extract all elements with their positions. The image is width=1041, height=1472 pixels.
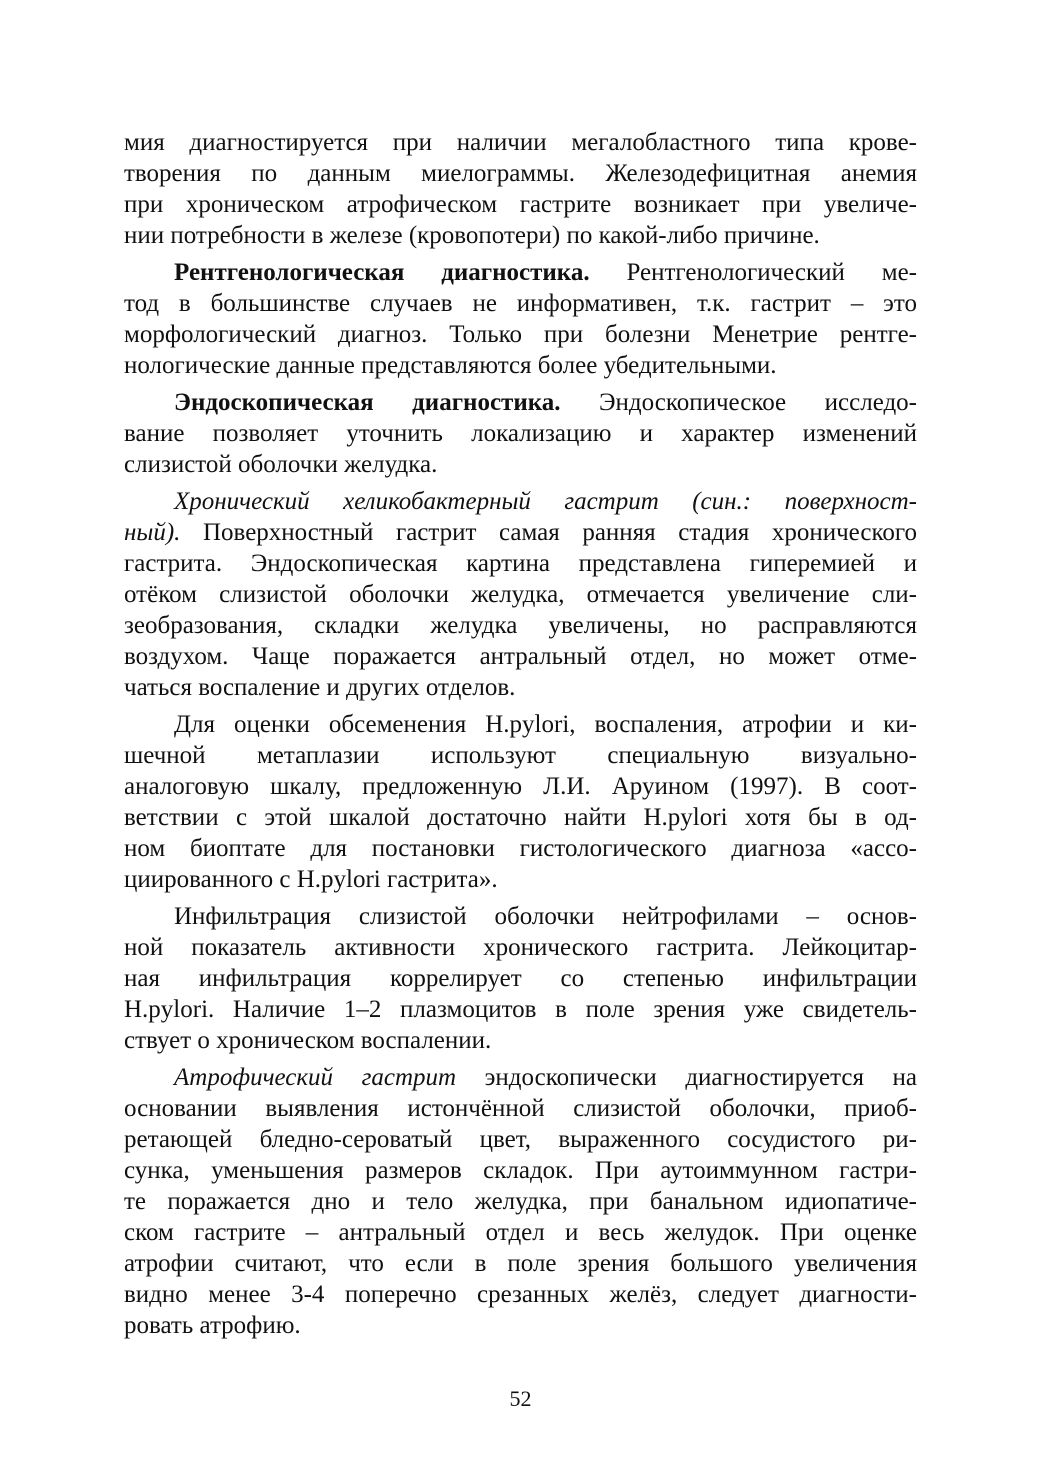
italic-term: Атрофический гастрит bbox=[174, 1064, 457, 1091]
bold-heading: Рентгенологическая диагностика. bbox=[174, 259, 590, 286]
text-line bbox=[124, 189, 917, 220]
text-line bbox=[124, 1093, 917, 1124]
text-line bbox=[124, 579, 917, 610]
text-run: ном биоптате для постановки гистологического диагноза «ассо- bbox=[124, 835, 917, 862]
text-line bbox=[124, 548, 917, 579]
text-run: тод в большинстве случаев не информативен, т.к. гастрит – это bbox=[124, 290, 917, 317]
text-run: эндоскопически диагностируется на bbox=[456, 1064, 917, 1091]
paragraph bbox=[124, 387, 917, 480]
text-run: ствует о хроническом воспалении. bbox=[124, 1027, 492, 1054]
text-line bbox=[124, 864, 917, 895]
text-line bbox=[124, 220, 917, 251]
italic-term: Хронический хеликобактерный гастрит (син.: поверхност- bbox=[174, 488, 917, 515]
text-line bbox=[124, 288, 917, 319]
paragraph bbox=[124, 257, 917, 381]
text-line bbox=[124, 1217, 917, 1248]
text-line bbox=[124, 517, 917, 548]
text-line bbox=[124, 610, 917, 641]
text-line bbox=[124, 771, 917, 802]
text-line bbox=[124, 641, 917, 672]
text-run: Для оценки обсеменения H.pylori, воспаления, атрофии и ки- bbox=[174, 711, 917, 738]
text-run: циированного с H.pylori гастрита». bbox=[124, 866, 498, 893]
text-line bbox=[124, 1248, 917, 1279]
text-line bbox=[124, 158, 917, 189]
page-number: 52 bbox=[509, 1386, 532, 1411]
text-body bbox=[124, 127, 917, 1341]
text-run: ровать атрофию. bbox=[124, 1312, 301, 1339]
text-run: морфологический диагноз. Только при болезни Менетрие рентге- bbox=[124, 321, 917, 348]
text-line bbox=[124, 994, 917, 1025]
paragraph bbox=[124, 1062, 917, 1341]
text-run: те поражается дно и тело желудка, при банальном идиопатиче- bbox=[124, 1188, 917, 1215]
paragraph bbox=[124, 709, 917, 895]
text-run: ском гастрите – антральный отдел и весь желудок. При оценке bbox=[124, 1219, 917, 1246]
text-line bbox=[124, 1186, 917, 1217]
text-line bbox=[124, 127, 917, 158]
paragraph bbox=[124, 486, 917, 703]
bold-heading: Эндоскопическая диагностика. bbox=[174, 389, 561, 416]
text-line bbox=[124, 1124, 917, 1155]
document-page bbox=[124, 127, 917, 1447]
text-run: вание позволяет уточнить локализацию и характер изменений bbox=[124, 420, 917, 447]
text-run: воздухом. Чаще поражается антральный отдел, но может отме- bbox=[124, 643, 917, 670]
text-line bbox=[124, 1062, 917, 1093]
text-run: ной показатель активности хронического гастрита. Лейкоцитар- bbox=[124, 934, 917, 961]
text-run: гастрита. Эндоскопическая картина представлена гиперемией и bbox=[124, 550, 917, 577]
text-line bbox=[124, 901, 917, 932]
text-line bbox=[124, 1279, 917, 1310]
text-run: Инфильтрация слизистой оболочки нейтрофилами – основ- bbox=[174, 903, 917, 930]
text-run: видно менее 3-4 поперечно срезанных желёз, следует диагности- bbox=[124, 1281, 917, 1308]
text-run: ветствии с этой шкалой достаточно найти H.pylori хотя бы в од- bbox=[124, 804, 917, 831]
text-run: Эндоскопическое исследо- bbox=[560, 389, 918, 416]
text-line bbox=[124, 1310, 917, 1341]
text-line bbox=[124, 449, 917, 480]
text-line bbox=[124, 740, 917, 771]
text-line bbox=[124, 319, 917, 350]
text-run: отёком слизистой оболочки желудка, отмечается увеличение сли- bbox=[124, 581, 917, 608]
text-run: зеобразования, складки желудка увеличены, но расправляются bbox=[124, 612, 917, 639]
text-run: ная инфильтрация коррелирует со степенью инфильтрации bbox=[124, 965, 917, 992]
text-run: сунка, уменьшения размеров складок. При аутоиммунном гастри- bbox=[124, 1157, 917, 1184]
text-line bbox=[124, 350, 917, 381]
paragraph bbox=[124, 127, 917, 251]
text-line bbox=[124, 963, 917, 994]
text-run: атрофии считают, что если в поле зрения большого увеличения bbox=[124, 1250, 917, 1277]
text-line bbox=[124, 418, 917, 449]
text-line bbox=[124, 486, 917, 517]
text-run: Поверхностный гастрит самая ранняя стадия хронического bbox=[180, 519, 917, 546]
text-run: мия диагностируется при наличии мегалобластного типа крове- bbox=[124, 129, 917, 156]
text-run: при хроническом атрофическом гастрите возникает при увеличе- bbox=[124, 191, 917, 218]
text-run: творения по данным миелограммы. Железодефицитная анемия bbox=[124, 160, 917, 187]
text-run: слизистой оболочки желудка. bbox=[124, 451, 438, 478]
text-run: основании выявления истончённой слизистой оболочки, приоб- bbox=[124, 1095, 917, 1122]
italic-term: ный). bbox=[124, 519, 181, 546]
text-run: аналоговую шкалу, предложенную Л.И. Аруином (1997). В соот- bbox=[124, 773, 917, 800]
text-line bbox=[124, 672, 917, 703]
text-run: чаться воспаление и других отделов. bbox=[124, 674, 516, 701]
text-line bbox=[124, 257, 917, 288]
text-line bbox=[124, 1025, 917, 1056]
text-run: нии потребности в железе (кровопотери) по какой-либо причине. bbox=[124, 222, 820, 249]
text-line bbox=[124, 802, 917, 833]
text-run: нологические данные представляются более убедительными. bbox=[124, 352, 777, 379]
text-run: H.pylori. Наличие 1–2 плазмоцитов в поле зрения уже свидетель- bbox=[124, 996, 917, 1023]
text-line bbox=[124, 709, 917, 740]
text-line bbox=[124, 387, 917, 418]
text-line bbox=[124, 833, 917, 864]
text-line bbox=[124, 932, 917, 963]
text-run: шечной метаплазии используют специальную визуально- bbox=[124, 742, 917, 769]
text-run: Рентгенологический ме- bbox=[589, 259, 917, 286]
text-run: ретающей бледно-сероватый цвет, выраженного сосудистого ри- bbox=[124, 1126, 917, 1153]
paragraph bbox=[124, 901, 917, 1056]
text-line bbox=[124, 1155, 917, 1186]
